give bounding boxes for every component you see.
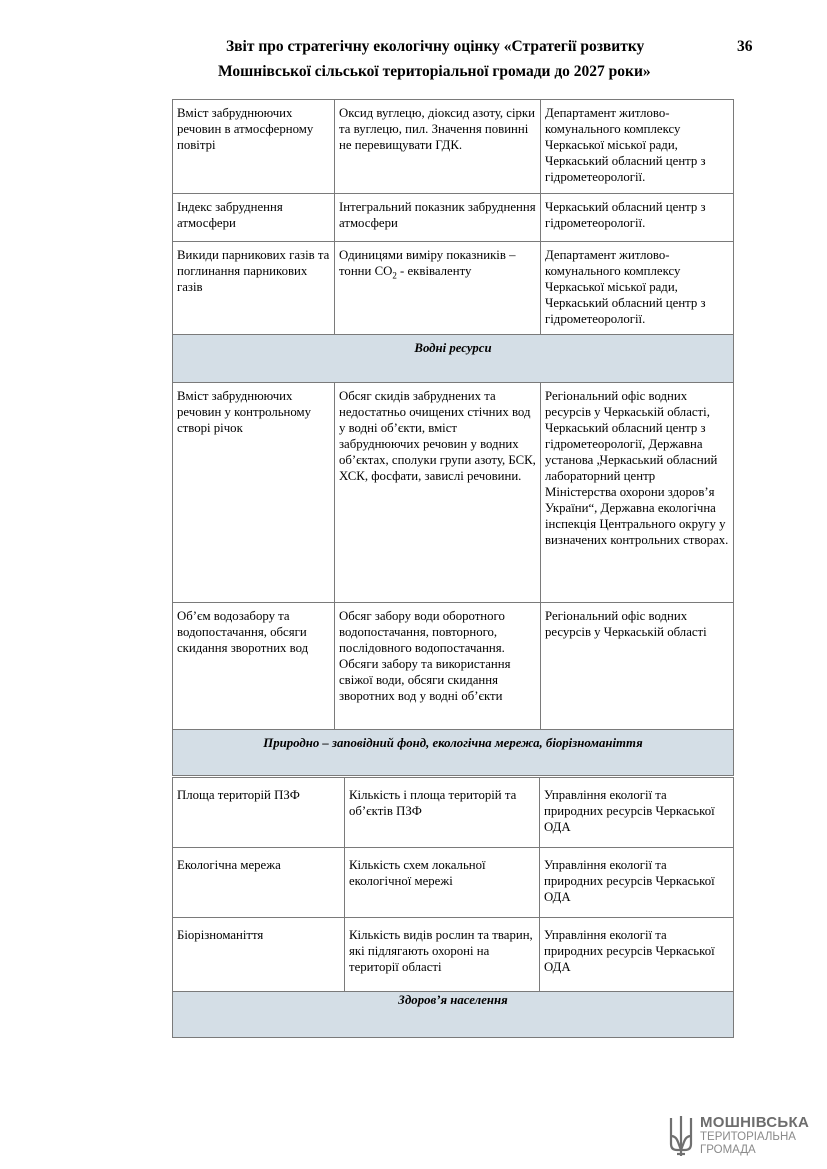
table-row — [173, 242, 734, 335]
description-cell: Оксид вуглецю, діоксид азоту, сірки та вуглецю, пил. Значення повинні не перевищувати ГДК. — [335, 100, 541, 194]
report-title-line2: Мошнівської сільської територіальної громади до 2027 роки» — [218, 63, 651, 80]
table-row — [173, 918, 734, 992]
section-heading-nature: Природно – заповідний фонд, екологічна мережа, біорізноманіття — [173, 730, 734, 776]
source-cell: Управління екології та природних ресурсів Черкаської ОДА — [540, 848, 734, 918]
table-row — [173, 848, 734, 918]
table-row — [173, 100, 734, 194]
source-cell: Департамент житлово-комунального комплексу Черкаської міської ради, Черкаський обласний центр з гідрометеорології. — [541, 242, 734, 335]
description-cell — [335, 242, 541, 335]
table-row — [173, 383, 734, 603]
logo-line3: ГРОМАДА — [700, 1144, 756, 1156]
nature-table — [172, 777, 734, 1038]
report-title-line1: Звіт про стратегічну екологічну оцінку «Стратегії розвитку — [226, 38, 645, 55]
description-text: Одиницями виміру показників – тонни СО — [339, 248, 516, 278]
page-number: 36 — [737, 38, 753, 55]
indicator-cell: Вміст забруднюючих речовин у контрольному створі річок — [173, 383, 335, 603]
description-cell: Кількість видів рослин та тварин, які підлягають охороні на території області — [345, 918, 540, 992]
table-row — [173, 778, 734, 848]
table-row — [173, 603, 734, 730]
section-heading-health: Здоров’я населення — [173, 992, 734, 1038]
description-text-end: - еквіваленту — [396, 264, 472, 278]
source-cell: Регіональний офіс водних ресурсів у Черкаській області, Черкаський обласний центр з гідрометеорології, Державна установа „Черкаський обласний лабораторний центр Міністерства охорони здоров’я України“, Державна екологічна інспекція Центрального округу у визначених контрольних створах. — [541, 383, 734, 603]
indicator-cell: Вміст забруднюючих речовин в атмосферному повітрі — [173, 100, 335, 194]
source-cell: Черкаський обласний центр з гідрометеорології. — [541, 194, 734, 242]
source-cell: Регіональний офіс водних ресурсів у Черкаській області — [541, 603, 734, 730]
description-cell: Інтегральний показник забруднення атмосфери — [335, 194, 541, 242]
section-row — [173, 992, 734, 1038]
source-cell: Управління екології та природних ресурсів Черкаської ОДА — [540, 918, 734, 992]
description-cell: Кількість і площа територій та об’єктів ПЗФ — [345, 778, 540, 848]
description-cell: Обсяг забору води оборотного водопостачання, повторного, послідовного водопостачання. Обсяги забору та використання свіжої води, обсяги скидання зворотних вод у водні об’єкти — [335, 603, 541, 730]
description-cell: Кількість схем локальної екологічної мережі — [345, 848, 540, 918]
section-row — [173, 335, 734, 383]
section-heading-water: Водні ресурси — [173, 335, 734, 383]
table-row — [173, 194, 734, 242]
indicator-cell: Екологічна мережа — [173, 848, 345, 918]
indicator-cell: Біорізноманіття — [173, 918, 345, 992]
source-cell: Управління екології та природних ресурсів Черкаської ОДА — [540, 778, 734, 848]
indicator-cell: Площа територій ПЗФ — [173, 778, 345, 848]
indicators-table — [172, 99, 734, 776]
co2-subscript: 2 — [392, 270, 397, 281]
indicator-cell: Об’єм водозабору та водопостачання, обсяги скидання зворотних вод — [173, 603, 335, 730]
section-row — [173, 730, 734, 776]
indicator-cell: Викиди парникових газів та поглинання парникових газів — [173, 242, 335, 335]
description-cell: Обсяг скидів забруднених та недостатньо очищених стічних вод у водні об’єкти, вміст забруднюючих речовин у водних об’єктах, сполуки групи азоту, БСК, ХСК, фосфати, завислі речовини. — [335, 383, 541, 603]
logo-line1: МОШНІВСЬКА — [700, 1114, 810, 1131]
trident-icon — [668, 1114, 694, 1158]
community-logo — [668, 1112, 818, 1160]
indicator-cell: Індекс забруднення атмосфери — [173, 194, 335, 242]
logo-line2: ТЕРИТОРІАЛЬНА — [700, 1131, 796, 1143]
source-cell: Департамент житлово-комунального комплексу Черкаської міської ради, Черкаський обласний центр з гідрометеорології. — [541, 100, 734, 194]
